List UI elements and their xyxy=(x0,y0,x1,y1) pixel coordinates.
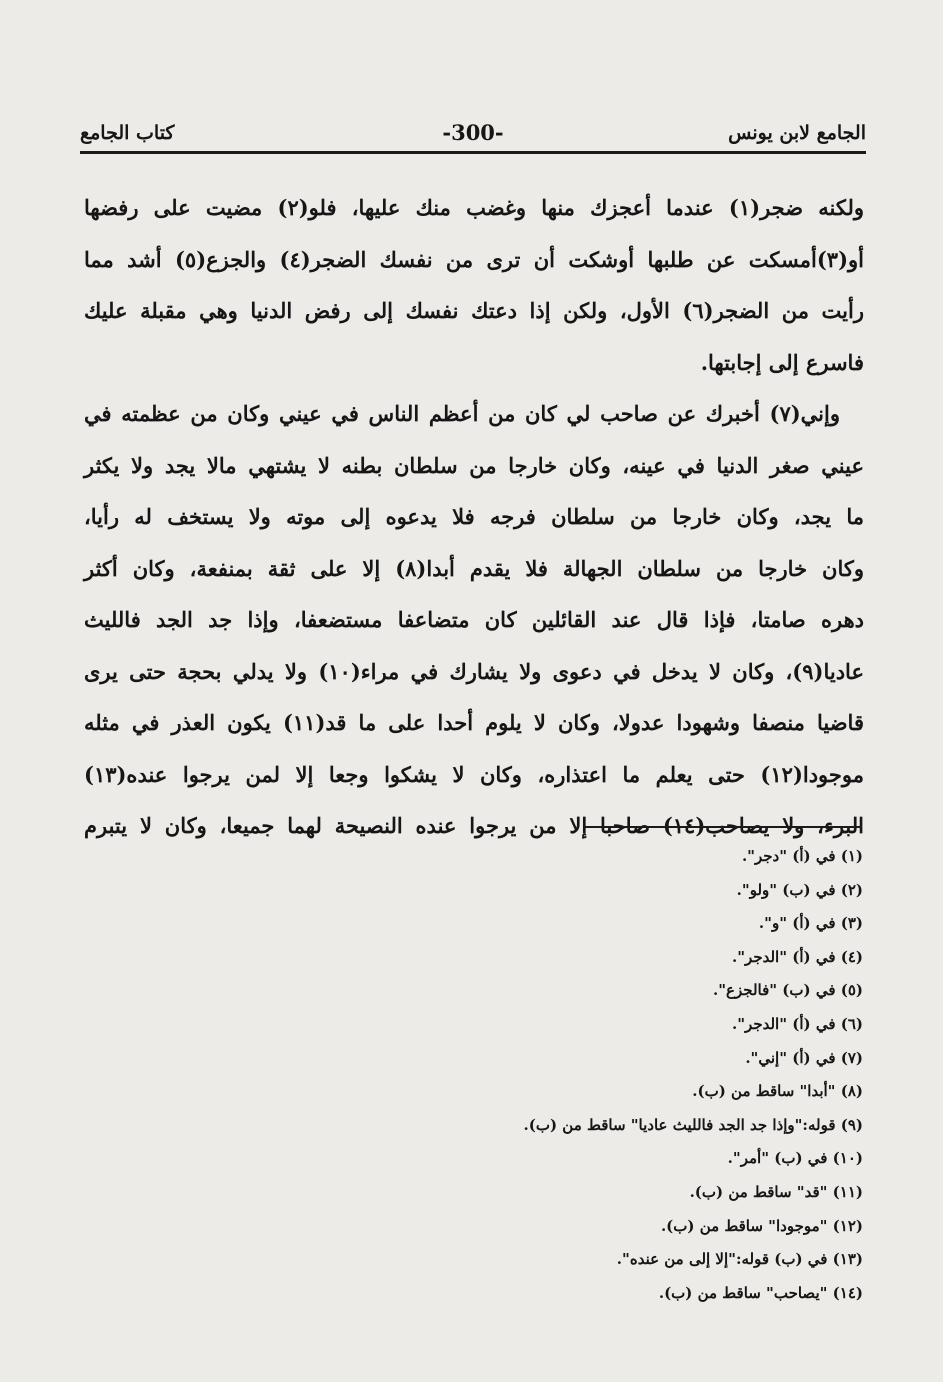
footnote-5: (٥) في (ب) "فالجزع". xyxy=(713,981,863,1000)
page-header xyxy=(80,116,866,156)
footnote-1: (١) في (أ) "دجر". xyxy=(741,847,863,865)
footnote-11: (١١) "قد" ساقط من (ب). xyxy=(689,1182,863,1201)
header-divider xyxy=(80,151,866,154)
text-line: قاضيا منصفا وشهودا عدولا، وكان لا يلوم أحدا على ما قد(١١) يكون العذر في مثله xyxy=(84,710,864,735)
footnote-12: (١٢) "موجودا" ساقط من (ب). xyxy=(660,1216,863,1235)
footnote-4: (٤) في (أ) "الدجر". xyxy=(732,947,863,966)
footnote-3: (٣) في (أ) "و". xyxy=(758,914,863,933)
text-line: رأيت من الضجر(٦) الأول، ولكن إذا دعتك نفسك إلى رفض الدنيا وهي مقبلة عليك xyxy=(84,298,864,323)
footnote-7: (٧) في (أ) "إني". xyxy=(745,1048,863,1067)
text-line: ما يجد، وكان خارجا من سلطان فرجه فلا يدعوه إلى موته ولا يستخف له رأيا، xyxy=(84,504,864,529)
page-number: -300- xyxy=(442,120,504,145)
main-text xyxy=(84,182,864,852)
text-line: ولكنه ضجر(١) عندما أعجزك منها وغضب منك عليها، فلو(٢) مضيت على رفضها xyxy=(84,195,864,220)
chapter-title: كتاب الجامع xyxy=(80,122,175,144)
text-line: البرء، ولا يصاحب(١٤) صاحبا إلا من يرجوا عنده النصيحة لهما جميعا، وكان لا يتبرم xyxy=(84,813,864,838)
footnote-2: (٢) في (ب) "ولو". xyxy=(736,880,863,899)
paragraph-1 xyxy=(84,182,864,388)
paragraph-2 xyxy=(84,388,864,852)
text-line: فاسرع إلى إجابتها. xyxy=(700,349,864,375)
footnote-8: (٨) "أبدا" ساقط من (ب). xyxy=(692,1082,863,1101)
text-line: وكان خارجا من سلطان الجهالة فلا يقدم أبدا(٨) إلا على ثقة بمنفعة، وكان أكثر xyxy=(84,555,864,581)
footnote-6: (٦) في (أ) "الدجر". xyxy=(732,1014,863,1033)
footnote-9: (٩) قوله:"وإذا جد الجد فالليث عاديا" ساقط من (ب). xyxy=(523,1115,863,1134)
footnotes-list xyxy=(380,840,863,1310)
footnote-13: (١٣) في (ب) قوله:"إلا إلى من عنده". xyxy=(616,1250,863,1269)
footnote-10: (١٠) في (ب) "أمر". xyxy=(727,1149,863,1168)
text-line: عيني صغر الدنيا في عينه، وكان خارجا من سلطان بطنه لا يشتهي مالا يجد ولا يكثر xyxy=(84,452,864,478)
text-line: عاديا(٩)، وكان لا يدخل في دعوى ولا يشارك في مراء(١٠) ولا يدلي بحجة حتى يرى xyxy=(84,658,864,684)
footnote-14: (١٤) "يصاحب" ساقط من (ب). xyxy=(658,1283,863,1302)
text-line: موجودا(١٢) حتى يعلم ما اعتذاره، وكان لا يشكوا وجعا إلا لمن يرجوا عنده(١٣) xyxy=(84,761,864,787)
text-line: دهره صامتا، فإذا قال عند القائلين كان متضاعفا مستضعفا، وإذا جد الجد فالليث xyxy=(84,607,864,632)
text-line: أو(٣)أمسكت عن طلبها أوشكت أن ترى من نفسك الضجر(٤) والجزع(٥) أشد مما xyxy=(84,246,864,272)
book-title: الجامع لابن يونس xyxy=(728,122,866,144)
footnote-divider xyxy=(584,826,862,828)
text-line: وإني(٧) أخبرك عن صاحب لي كان من أعظم الناس في عيني وكان من عظمته في xyxy=(84,401,840,426)
